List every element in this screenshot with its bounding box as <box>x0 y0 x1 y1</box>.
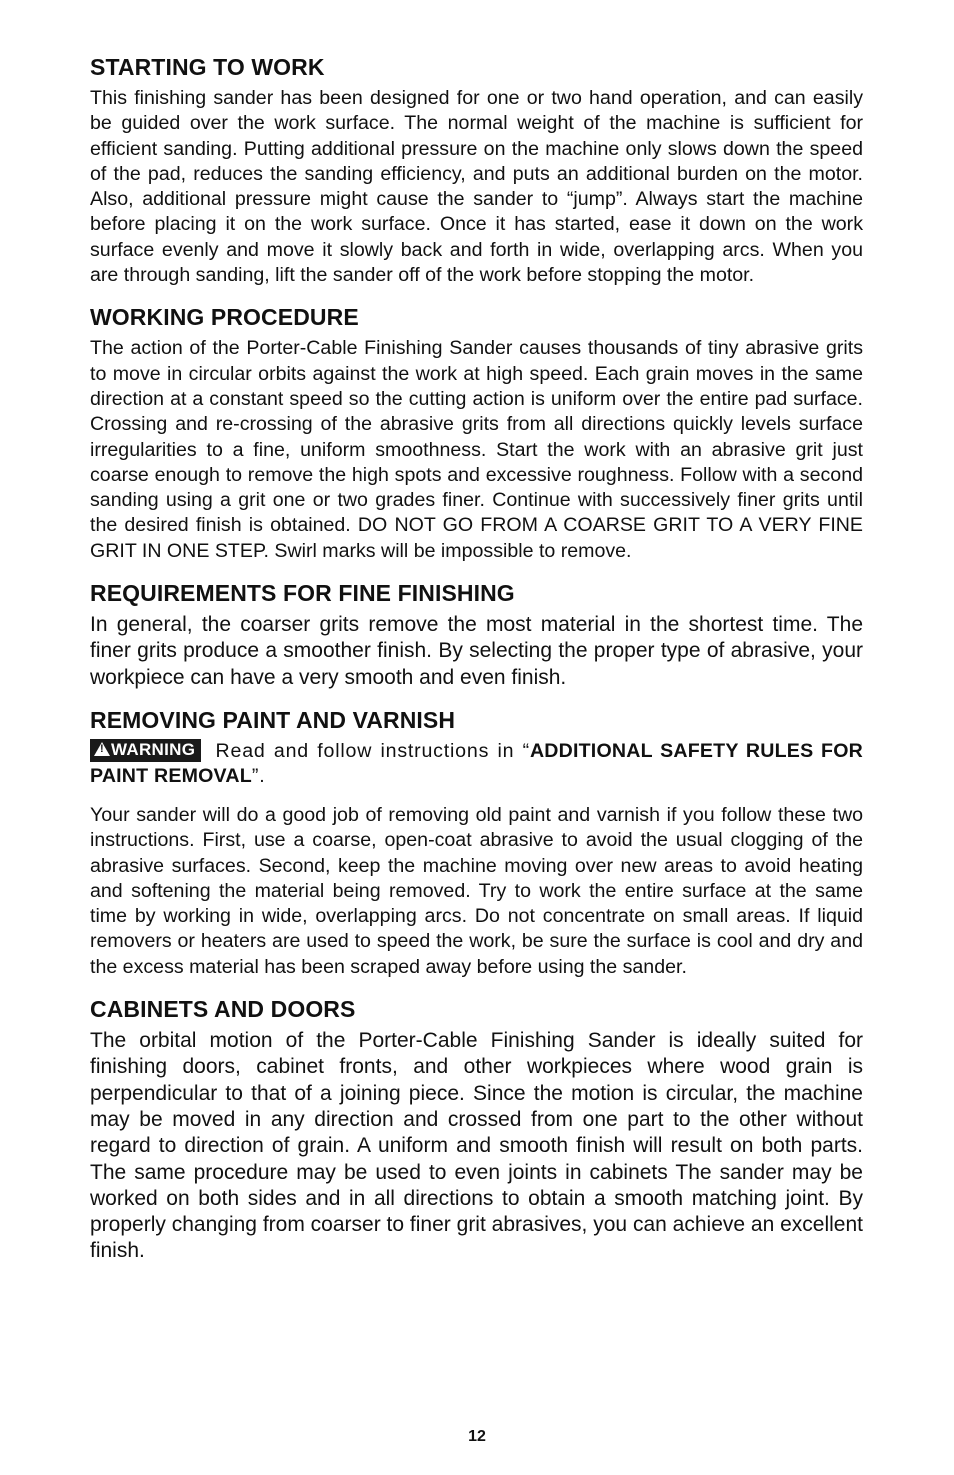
section-working-procedure <box>90 302 863 564</box>
section-heading: CABINETS AND DOORS <box>90 996 356 1023</box>
warning-prefix: Read and follow instructions in “ <box>207 739 530 762</box>
warning-notice <box>90 739 863 789</box>
warning-suffix: ”. <box>251 764 266 787</box>
section-starting-to-work <box>90 52 863 288</box>
section-removing-paint <box>90 705 863 980</box>
warning-badge-label: WARNING <box>111 739 196 759</box>
section-fine-finishing <box>90 578 863 691</box>
warning-triangle-icon <box>94 742 110 756</box>
warning-rule-reference: ADDITIONAL SAFETY RULES FOR PAINT REMOVAL <box>90 739 863 787</box>
section-heading: REMOVING PAINT AND VARNISH <box>90 706 456 733</box>
section-body: The action of the Porter-Cable Finishing Sander causes thousands of tiny abrasive grits to move in circular orbits against the work at high speed. Each grain moves in the same direction at a constant speed so the cutting action is uniform over the entire pad surface. Crossing and re-crossing of the abrasive grits from all directions quickly levels surface irregularities to a fine, uniform smoothness. Start the work with an abrasive grit just coarse enough to remove the high spots and excessive roughness. Follow with a second sanding using a grit one or two grades finer. Continue with successively finer grits until the desired finish is obtained. DO NOT GO FROM A COARSE GRIT TO A VERY FINE GRIT IN ONE STEP. Swirl marks will be impossible to remove. <box>90 337 863 562</box>
section-body: The orbital motion of the Porter-Cable Finishing Sander is ideally suited for finishing doors, cabinet fronts, and other workpieces where wood grain is perpendicular to that of a joining piece. Since the motion is circular, the machine may be moved in any direction and crossed from one part to the other without regard to direction of grain. A uniform and smooth finish will result on both parts. The same procedure may be used to even joints in cabinets The sander may be worked on both sides and in all directions to obtain a smooth matching joint. By properly changing from coarser to finer grit abrasives, you can achieve an excellent finish. <box>90 1029 863 1263</box>
section-body: This finishing sander has been designed for one or two hand operation, and can easily be guided over the work surface. The normal weight of the machine is sufficient for efficient sanding. Putting additional pressure on the machine only slows down the speed of the pad, reduces the sanding efficiency, and puts an additional burden on the motor. Also, additional pressure might cause the sander to “jump”. Always start the machine before placing it on the work surface. Once it has started, ease it down on the work surface evenly and move it slowly back and forth in wide, overlapping arcs. When you are through sanding, lift the sander off of the work before stopping the motor. <box>90 87 863 287</box>
manual-page <box>90 52 863 1279</box>
section-body: In general, the coarser grits remove the most material in the shortest time. The finer grits produce a smoother finish. By selecting the proper type of abrasive, your workpiece can have a very smooth and even finish. <box>90 613 863 689</box>
warning-badge <box>90 739 201 762</box>
section-body: Your sander will do a good job of removing old paint and varnish if you follow these two instructions. First, use a coarse, open-coat abrasive to avoid the usual clogging of the abrasive surfaces. Second, keep the machine moving over new areas to avoid heating and softening the material being removed. Try to work the entire surface at the same time by working in wide, overlapping arcs. Do not concentrate on small areas. If liquid removers or heaters are used to speed the work, be sure the surface is cool and dry and the excess material has been scraped away before using the sander. <box>90 803 863 978</box>
section-heading: WORKING PROCEDURE <box>90 304 359 331</box>
section-cabinets-doors <box>90 994 863 1265</box>
page-number: 12 <box>468 1428 486 1445</box>
section-heading: REQUIREMENTS FOR FINE FINISHING <box>90 580 515 607</box>
section-heading: STARTING TO WORK <box>90 54 325 80</box>
